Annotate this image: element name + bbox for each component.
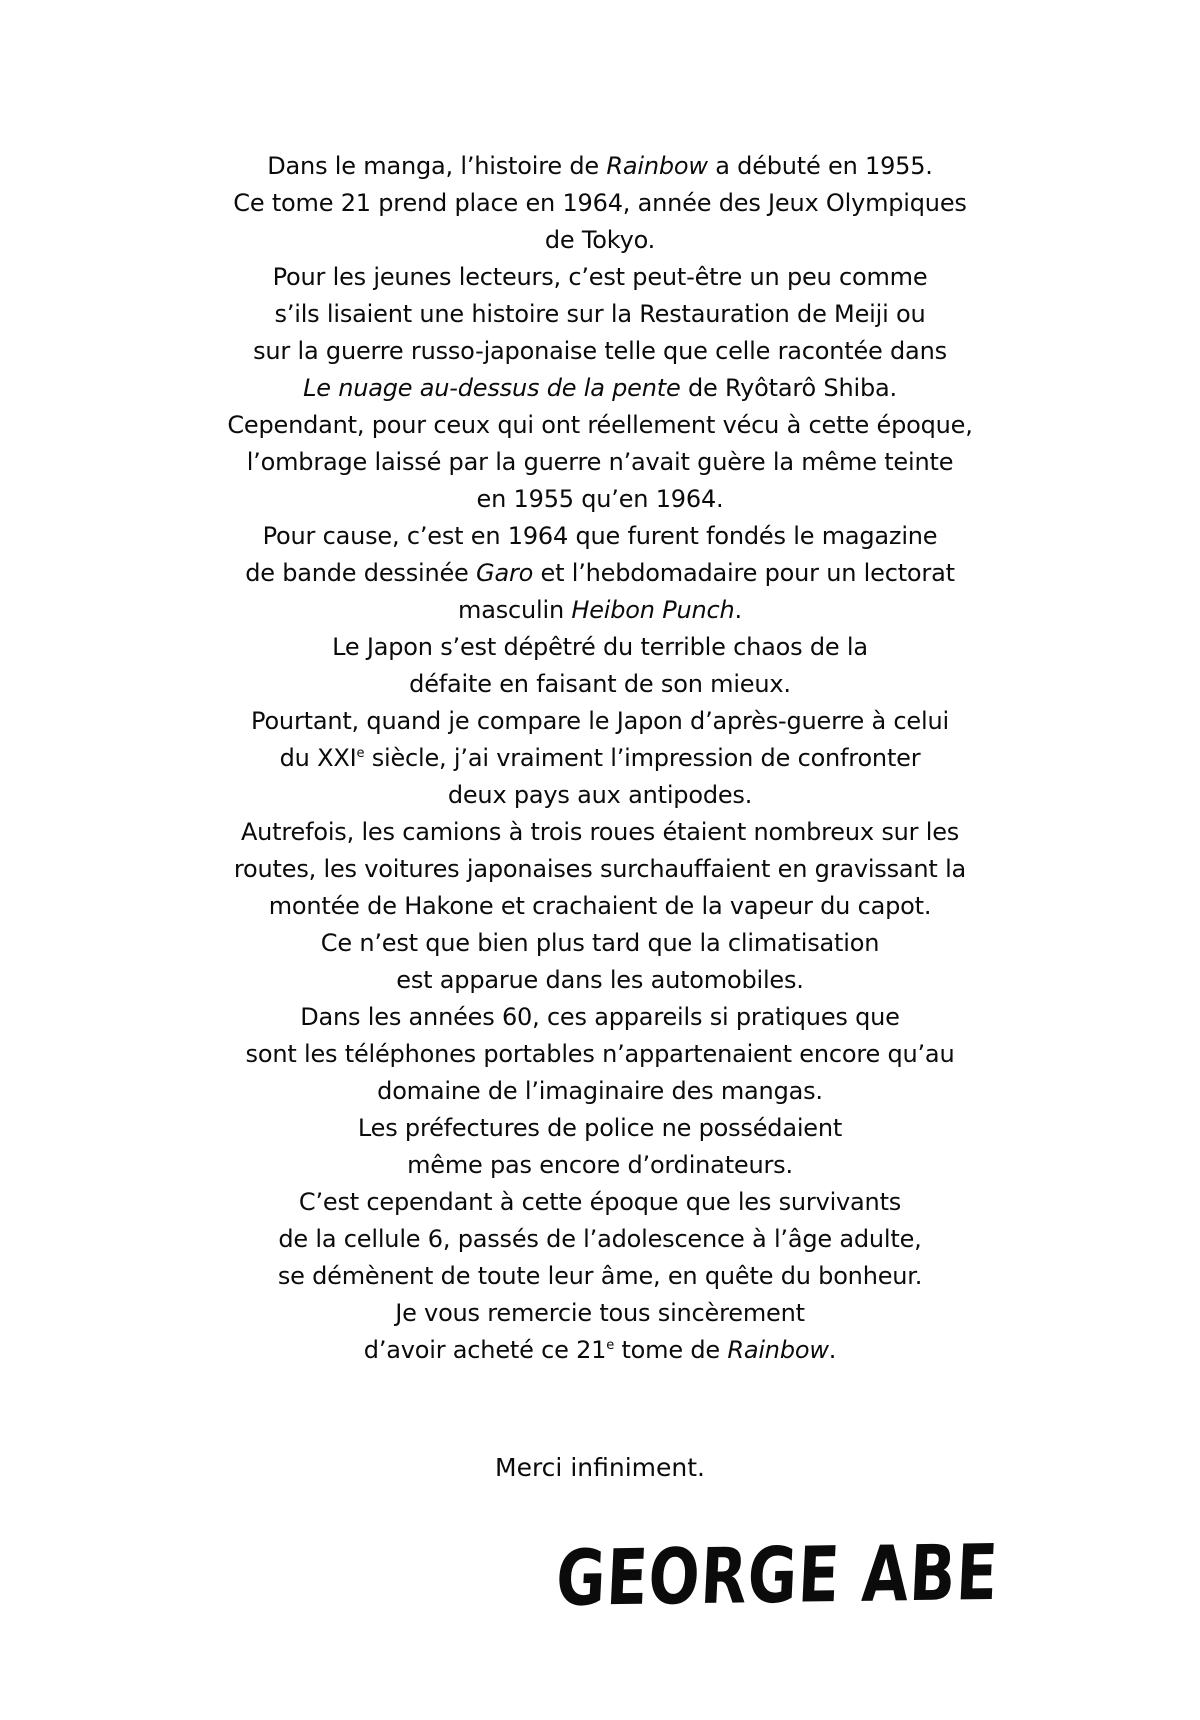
closing-line: Merci infiniment. bbox=[495, 1453, 705, 1482]
text-segment: de la cellule 6, passés de l’adolescence à l’âge adulte, bbox=[278, 1225, 922, 1253]
text-segment: siècle, j’ai vraiment l’impression de confronter bbox=[364, 744, 921, 772]
text-segment: masculin bbox=[458, 596, 572, 624]
text-line bbox=[0, 1147, 1200, 1184]
work-title: Rainbow bbox=[727, 1336, 829, 1364]
text-segment: s’ils lisaient une histoire sur la Restauration de Meiji ou bbox=[274, 300, 926, 328]
work-title: Le nuage au-dessus de la pente bbox=[303, 374, 681, 402]
text-segment: Pour cause, c’est en 1964 que furent fondés le magazine bbox=[262, 522, 938, 550]
text-segment: de Tokyo. bbox=[544, 226, 656, 254]
text-line bbox=[0, 481, 1200, 518]
text-segment: sont les téléphones portables n’appartenaient encore qu’au bbox=[245, 1040, 955, 1068]
text-line bbox=[0, 370, 1200, 407]
text-line bbox=[0, 555, 1200, 592]
text-line bbox=[0, 1221, 1200, 1258]
text-segment: routes, les voitures japonaises surchauffaient en gravissant la bbox=[233, 855, 967, 883]
text-line bbox=[0, 1073, 1200, 1110]
superscript-ordinal: e bbox=[356, 746, 365, 761]
text-line bbox=[0, 1295, 1200, 1332]
text-segment: Ce tome 21 prend place en 1964, année des Jeux Olympiques bbox=[233, 189, 967, 217]
text-segment: Dans les années 60, ces appareils si pratiques que bbox=[300, 1003, 900, 1031]
text-segment: du XXI bbox=[279, 744, 357, 772]
text-segment: montée de Hakone et crachaient de la vapeur du capot. bbox=[268, 892, 932, 920]
text-segment: se démènent de toute leur âme, en quête du bonheur. bbox=[277, 1262, 923, 1290]
text-segment: défaite en faisant de son mieux. bbox=[409, 670, 791, 698]
text-line bbox=[0, 703, 1200, 740]
text-line bbox=[0, 592, 1200, 629]
text-line bbox=[0, 740, 1200, 777]
text-line bbox=[0, 185, 1200, 222]
text-segment: sur la guerre russo-japonaise telle que celle racontée dans bbox=[253, 337, 947, 365]
text-line bbox=[0, 1110, 1200, 1147]
text-line bbox=[0, 407, 1200, 444]
text-segment: et l’hebdomadaire pour un lectorat bbox=[533, 559, 955, 587]
text-segment: même pas encore d’ordinateurs. bbox=[407, 1151, 793, 1179]
text-segment: Autrefois, les camions à trois roues étaient nombreux sur les bbox=[240, 818, 960, 846]
text-segment: de bande dessinée bbox=[245, 559, 477, 587]
text-line bbox=[0, 1036, 1200, 1073]
text-line bbox=[0, 777, 1200, 814]
text-segment: domaine de l’imaginaire des mangas. bbox=[377, 1077, 823, 1105]
text-line bbox=[0, 629, 1200, 666]
superscript-ordinal: e bbox=[606, 1338, 615, 1353]
text-segment: Les préfectures de police ne possédaient bbox=[357, 1114, 843, 1142]
text-line bbox=[0, 814, 1200, 851]
text-line bbox=[0, 1332, 1200, 1369]
text-segment: est apparue dans les automobiles. bbox=[396, 966, 804, 994]
text-segment: de Ryôtarô Shiba. bbox=[680, 374, 897, 402]
text-segment: a débuté en 1955. bbox=[707, 152, 933, 180]
text-line bbox=[0, 444, 1200, 481]
text-segment: en 1955 qu’en 1964. bbox=[476, 485, 724, 513]
text-line bbox=[0, 333, 1200, 370]
text-segment: Pour les jeunes lecteurs, c’est peut-être un peu comme bbox=[272, 263, 928, 291]
work-title: Rainbow bbox=[606, 152, 708, 180]
text-line bbox=[0, 666, 1200, 703]
text-segment: tome de bbox=[614, 1336, 728, 1364]
text-segment: C’est cependant à cette époque que les survivants bbox=[298, 1188, 902, 1216]
text-segment: . bbox=[828, 1336, 837, 1364]
text-segment: Cependant, pour ceux qui ont réellement vécu à cette époque, bbox=[227, 411, 973, 439]
author-signature: GEORGE ABE bbox=[554, 1528, 1001, 1625]
text-segment: . bbox=[734, 596, 742, 624]
text-line bbox=[0, 1258, 1200, 1295]
text-line bbox=[0, 222, 1200, 259]
text-segment: Ce n’est que bien plus tard que la climatisation bbox=[320, 929, 880, 957]
text-line bbox=[0, 148, 1200, 185]
text-segment: Pourtant, quand je compare le Japon d’après-guerre à celui bbox=[251, 707, 949, 735]
text-segment: Je vous remercie tous sincèrement bbox=[395, 1299, 805, 1327]
work-title: Heibon Punch bbox=[571, 596, 735, 624]
text-line bbox=[0, 962, 1200, 999]
text-line bbox=[0, 296, 1200, 333]
text-segment: deux pays aux antipodes. bbox=[447, 781, 753, 809]
text-segment: Le Japon s’est dépêtré du terrible chaos de la bbox=[332, 633, 868, 661]
text-line bbox=[0, 888, 1200, 925]
text-line bbox=[0, 1184, 1200, 1221]
text-segment: l’ombrage laissé par la guerre n’avait guère la même teinte bbox=[246, 448, 954, 476]
text-line bbox=[0, 259, 1200, 296]
text-line bbox=[0, 518, 1200, 555]
text-segment: d’avoir acheté ce 21 bbox=[363, 1336, 607, 1364]
text-line bbox=[0, 851, 1200, 888]
text-segment: Dans le manga, l’histoire de bbox=[267, 152, 607, 180]
text-line bbox=[0, 999, 1200, 1036]
work-title: Garo bbox=[476, 559, 534, 587]
text-line bbox=[0, 925, 1200, 962]
